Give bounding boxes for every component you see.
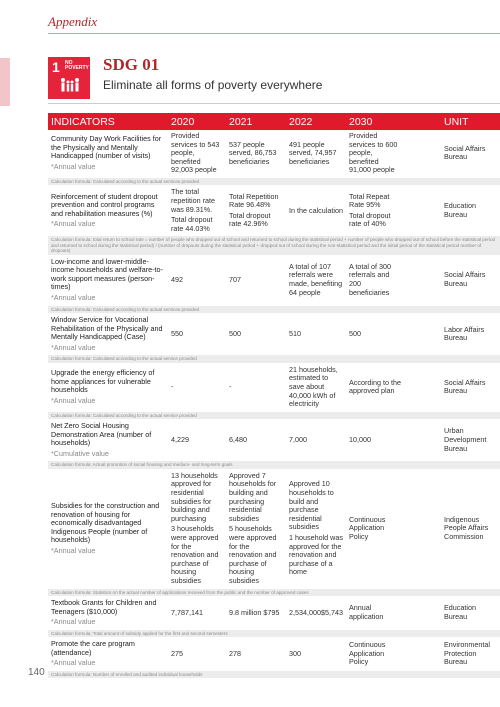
unit-cell: Labor Affairs Bureau <box>444 324 485 343</box>
value-cell <box>346 420 404 461</box>
calculation-formula-row <box>48 355 500 363</box>
value-type-note: *Annual value <box>51 162 96 172</box>
value-text: Provided services to 543 people, benefited 92,003 people <box>171 131 220 175</box>
value-text: 4,229 <box>171 434 189 444</box>
value-cell <box>168 420 226 461</box>
value-text: Approved 10 households to build and purchase residential subsidies <box>289 479 334 532</box>
indicator-name: Upgrade the energy efficiency of home appliances for vulnerable households <box>51 368 155 395</box>
value-cell <box>286 420 346 461</box>
table-header-row <box>48 113 500 130</box>
indicator-cell <box>48 597 168 630</box>
unit-cell: Environmental Protection Bureau <box>444 640 490 667</box>
family-icon <box>60 77 80 94</box>
indicator-name: Community Day Work Facilities for the Physically and Mentally Handicapped (number of visits) <box>51 134 162 161</box>
value-text: 492 <box>171 274 183 284</box>
value-cell <box>226 130 286 177</box>
value-cell <box>346 186 404 236</box>
sdg-title: SDG 01 <box>103 55 160 74</box>
value-cell <box>168 255 226 305</box>
calculation-formula-row <box>48 411 500 419</box>
indicator-cell <box>48 469 168 588</box>
indicator-name: Window Service for Vocational Rehabilitation of the Physically and Mentally Handicapped (Case) <box>51 314 163 342</box>
calculation-formula: Calculation formula: Calculated according to the actual services provided <box>48 177 500 185</box>
value-text: 2,534,000$5,743 <box>289 607 343 617</box>
value-text: According to the approved plan <box>349 377 401 396</box>
value-text: 500 <box>349 328 361 338</box>
calculation-formula-row <box>48 305 500 313</box>
indicator-name: Low-income and lower-middle-income households and welfare-to-work support measures (person-times) <box>51 256 163 292</box>
indicator-cell <box>48 130 168 177</box>
title-divider <box>48 103 500 104</box>
value-cell <box>346 363 404 411</box>
unit-cell: Education Bureau <box>444 603 476 621</box>
value-cell <box>226 363 286 411</box>
side-tab-marker <box>0 58 10 106</box>
value-text: 300 <box>289 648 301 658</box>
value-cell <box>168 186 226 236</box>
value-text: 1 household was approved for the renovation and purchase of a home <box>289 533 343 577</box>
value-type-note: *Annual value <box>51 219 96 229</box>
calculation-formula: Calculation formula: Calculated according to the actual service provided <box>48 355 500 363</box>
value-cell <box>346 313 404 354</box>
value-text: 7,787,141 <box>171 607 203 617</box>
indicators-table <box>48 113 500 679</box>
sdg-badge <box>48 57 90 99</box>
table-row <box>48 255 500 305</box>
value-cell <box>226 313 286 354</box>
value-text: Total dropout rate 44.03% <box>171 215 213 233</box>
value-text: In the calculation <box>289 205 343 215</box>
value-cell <box>168 597 226 630</box>
indicator-cell <box>48 255 168 305</box>
value-text: Continuous Application Policy <box>349 514 386 542</box>
indicator-cell <box>48 363 168 411</box>
column-header: UNIT <box>404 113 500 130</box>
value-cell <box>286 363 346 411</box>
value-cell <box>226 255 286 305</box>
column-header: INDICATORS <box>48 113 168 130</box>
value-text: - <box>229 381 232 391</box>
calculation-formula: Calculation formula: Calculated according to the actual service provided <box>48 411 500 419</box>
unit-cell: Education Bureau <box>444 201 476 219</box>
value-text: - <box>171 381 174 391</box>
value-cell <box>286 130 346 177</box>
value-text: 6,480 <box>229 434 247 444</box>
value-cell <box>226 469 286 588</box>
value-text: 550 <box>171 328 183 338</box>
value-cell <box>346 638 404 671</box>
value-cell <box>286 469 346 588</box>
value-text: 278 <box>229 648 241 658</box>
table-row <box>48 469 500 588</box>
badge-number: 1 <box>52 59 60 75</box>
value-cell <box>286 313 346 354</box>
unit-cell: Social Affairs Bureau <box>444 377 486 396</box>
value-text: Continuous Application Policy <box>349 640 386 667</box>
value-cell <box>168 638 226 671</box>
section-title: Appendix <box>48 14 98 29</box>
value-cell <box>226 638 286 671</box>
unit-cell: Urban Development Bureau <box>444 426 487 453</box>
value-text: A total of 300 referrals and 200 beneficiaries <box>349 261 391 297</box>
calculation-formula: Calculation formula: Number of enrolled and audited individual households <box>48 670 500 678</box>
calculation-formula: Calculation formula: Actual promotion of social housing and medium- and long-term goals <box>48 461 500 469</box>
calculation-formula-row <box>48 236 500 255</box>
calculation-formula-row <box>48 177 500 185</box>
value-text: 10,000 <box>349 434 371 444</box>
table-row <box>48 597 500 630</box>
value-text: 21 households, estimated to save about 40,000 kWh of electricity <box>289 364 338 409</box>
value-cell <box>346 255 404 305</box>
value-cell <box>226 420 286 461</box>
table-row <box>48 130 500 177</box>
value-cell <box>168 130 226 177</box>
table-row <box>48 420 500 461</box>
value-text: Total Repetition Rate 96.48% <box>229 191 279 210</box>
table-row <box>48 186 500 236</box>
indicator-name: Promote the care program (attendance) <box>51 639 135 657</box>
value-cell <box>286 255 346 305</box>
value-cell <box>168 469 226 588</box>
value-cell <box>286 638 346 671</box>
value-cell <box>346 469 404 588</box>
value-text: 707 <box>229 274 241 284</box>
value-cell <box>286 186 346 236</box>
value-text: 3 households were approved for the renovation and purchase of housing subsidies <box>171 524 219 585</box>
badge-text: NO POVERTY <box>65 60 89 71</box>
value-text: 5 households were approved for the renovation and purchase of housing subsidies <box>229 524 277 585</box>
calculation-formula-row <box>48 629 500 637</box>
indicator-cell <box>48 420 168 461</box>
value-text: Total dropout rate of 40% <box>349 210 391 229</box>
value-text: Provided services to 600 people, benefited 91,000 people <box>349 131 398 175</box>
value-cell <box>226 186 286 236</box>
calculation-formula: Calculation formula: total return to school rate = number of people who dropped out of school and returned to school during the statistical period + number of people who dropped out of school before the statistical period and returned to school during the statistical period) / (number of dropouts during the statistical period + dropped out of school during the non-statistical period and the initial period of the statistical period number of dropouts) <box>48 236 500 255</box>
value-cell <box>286 597 346 630</box>
value-cell <box>346 597 404 630</box>
value-text: Total Repeat Rate 95% <box>349 191 390 210</box>
value-type-note: *Annual value <box>51 395 96 405</box>
value-type-note: *Annual value <box>51 658 96 668</box>
value-text: 13 households approved for residential subsidies for building and purchasing <box>171 470 218 523</box>
value-text: The total repetition rate was 89.31%. <box>171 187 215 214</box>
value-type-note: *Annual value <box>51 292 96 302</box>
table-row <box>48 638 500 671</box>
unit-cell: Indigenous People Affairs Commission <box>444 514 489 542</box>
indicator-cell <box>48 313 168 354</box>
value-text: 510 <box>289 328 301 338</box>
value-cell <box>226 597 286 630</box>
column-header: 2030 <box>346 113 404 130</box>
header-divider <box>48 33 500 34</box>
value-type-note: *Annual value <box>51 617 96 627</box>
value-text: Total dropout rate 42.96% <box>229 210 271 229</box>
page-number: 140 <box>28 667 45 678</box>
value-cell <box>168 363 226 411</box>
value-type-note: *Annual value <box>51 342 96 352</box>
column-header: 2021 <box>226 113 286 130</box>
value-text: Annual application <box>349 603 384 621</box>
value-cell <box>168 313 226 354</box>
column-header: 2022 <box>286 113 346 130</box>
value-text: Approved 7 households for building and purchasing residential subsidies <box>229 470 277 523</box>
table-row <box>48 363 500 411</box>
indicator-name: Textbook Grants for Children and Teenagers ($10,000) <box>51 598 157 616</box>
unit-cell: Social Affairs Bureau <box>444 143 486 162</box>
calculation-formula-row <box>48 588 500 596</box>
calculation-formula-row <box>48 461 500 469</box>
value-text: 9.8 million $795 <box>229 607 280 617</box>
value-text: 275 <box>171 648 183 658</box>
value-text: A total of 107 referrals were made, benefiting 64 people <box>289 261 343 297</box>
value-type-note: *Annual value <box>51 545 96 555</box>
calculation-formula: Calculation formula: Calculated according to the actual services provided <box>48 305 500 313</box>
value-text: 7,000 <box>289 434 307 444</box>
calculation-formula: Calculation formula: Total amount of subsidy applied for the first and second semesters <box>48 629 500 637</box>
unit-cell: Social Affairs Bureau <box>444 270 486 289</box>
indicator-cell <box>48 186 168 236</box>
indicator-cell <box>48 638 168 671</box>
value-text: 491 people served, 74,957 beneficiaries <box>289 139 337 166</box>
value-text: 500 <box>229 328 241 338</box>
indicator-name: Net Zero Social Housing Demonstration Area (number of households) <box>51 421 152 448</box>
value-type-note: *Cumulative value <box>51 448 109 458</box>
calculation-formula-row <box>48 670 500 678</box>
indicator-name: Reinforcement of student dropout prevention and control programs and rehabilitation measures (%) <box>51 191 158 218</box>
value-cell <box>346 130 404 177</box>
value-text: 537 people served, 86,753 beneficiaries <box>229 139 277 166</box>
calculation-formula: Calculation formula: Statistics on the actual number of applications received from the public and the number of approved cases <box>48 588 500 596</box>
indicator-name: Subsidies for the construction and renovation of housing for economically disadvantaged Indigenous People (number of households) <box>51 500 160 545</box>
column-header: 2020 <box>168 113 226 130</box>
sdg-subtitle: Eliminate all forms of poverty everywhere <box>103 78 323 92</box>
table-row <box>48 313 500 354</box>
